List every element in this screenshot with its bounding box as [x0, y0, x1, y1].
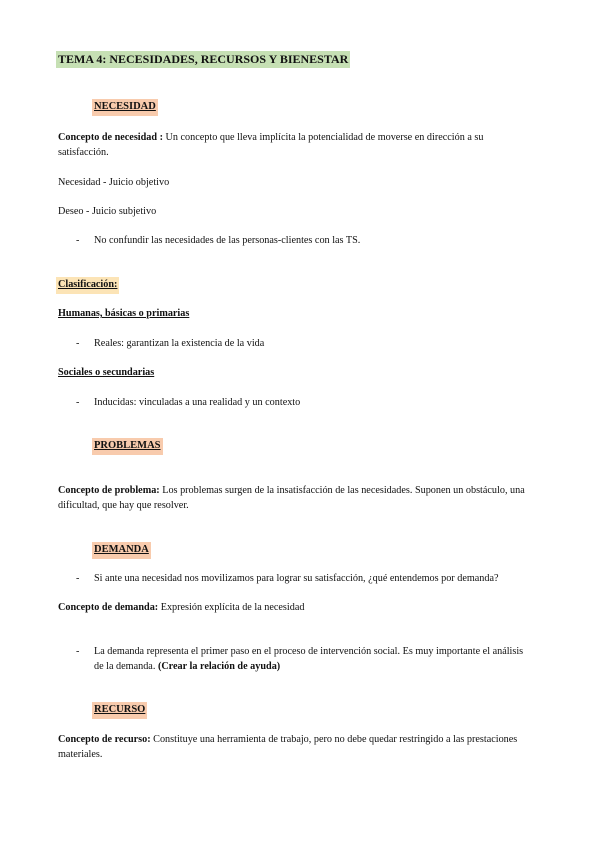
necesidad-line-subjetivo: Deseo - Juicio subjetivo	[58, 206, 157, 217]
problemas-concept	[58, 484, 528, 513]
demanda-concept	[58, 601, 304, 616]
bullet-dash: -	[76, 338, 80, 349]
section-heading-recurso: RECURSO	[92, 702, 147, 719]
section-heading-necesidad: NECESIDAD	[92, 99, 158, 116]
section-heading-demanda: DEMANDA	[92, 542, 151, 559]
problemas-concept-label: Concepto de problema:	[58, 485, 160, 496]
demanda-bullet-text: La demanda representa el primer paso en el proceso de intervención social. Es muy importante el análisis de la demanda.	[94, 646, 524, 672]
necesidad-bullet: No confundir las necesidades de las personas-clientes con las TS.	[94, 235, 361, 246]
clasificacion-bullet-inducidas: Inducidas: vinculadas a una realidad y un contexto	[94, 397, 301, 408]
recurso-concept	[58, 733, 528, 762]
necesidad-concept-text: Un concepto que lleva implícita la potencialidad de moverse en dirección a su satisfacción.	[58, 132, 484, 158]
clasificacion-bullet-reales: Reales: garantizan la existencia de la vida	[94, 338, 265, 349]
demanda-bullet-intervencion	[94, 645, 534, 674]
clasificacion-sub-primarias: Humanas, básicas o primarias	[58, 308, 190, 319]
necesidad-concept	[58, 131, 528, 160]
demanda-concept-label: Concepto de demanda:	[58, 602, 159, 613]
necesidad-concept-label: Concepto de necesidad :	[58, 132, 163, 143]
necesidad-line-objetivo: Necesidad - Juicio objetivo	[58, 177, 170, 188]
recurso-concept-text: Constituye una herramienta de trabajo, pero no debe quedar restringido a las prestaciones materiales.	[58, 734, 518, 760]
problemas-concept-text: Los problemas surgen de la insatisfacción de las necesidades. Suponen un obstáculo, una dificultad, que hay que resolver.	[58, 485, 525, 511]
clasificacion-heading: Clasificación:	[56, 277, 119, 294]
bullet-dash: -	[76, 646, 80, 657]
demanda-bullet-pregunta: Si ante una necesidad nos movilizamos para lograr su satisfacción, ¿qué entendemos por demanda?	[94, 573, 499, 584]
demanda-bullet-bold: (Crear la relación de ayuda)	[157, 660, 281, 672]
bullet-dash: -	[76, 573, 80, 584]
section-heading-problemas: PROBLEMAS	[92, 438, 163, 455]
bullet-dash: -	[76, 397, 80, 408]
clasificacion-sub-secundarias: Sociales o secundarias	[58, 367, 155, 378]
demanda-concept-text: Expresión explícita de la necesidad	[158, 602, 305, 613]
recurso-concept-label: Concepto de recurso:	[58, 734, 151, 745]
bullet-dash: -	[76, 235, 80, 246]
document-title: TEMA 4: NECESIDADES, RECURSOS Y BIENESTAR	[58, 52, 349, 66]
